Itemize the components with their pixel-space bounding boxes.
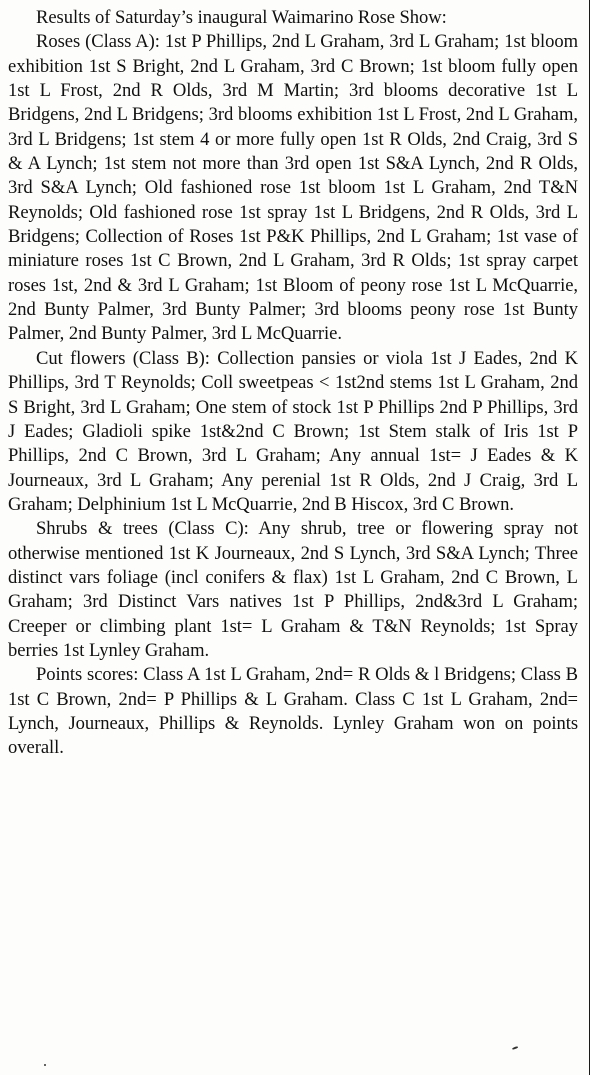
print-speck <box>44 1064 46 1066</box>
article-body <box>8 6 578 761</box>
paragraph-shrubs-trees-class-c: Shrubs & trees (Class C): Any shrub, tree or flowering spray not otherwise mentioned 1st K Journeaux, 2nd S Lynch, 3rd S&A Lynch; Three distinct vars foliage (incl conifers & flax) 1st L Graham, 2nd C Brown, L Graham; 3rd Distinct Vars natives 1st P Phillips, 2nd&3rd L Graham; Creeper or climbing plant 1st= L Graham & T&N Reynolds; 1st Spray berries 1st Lynley Graham. <box>8 518 578 661</box>
paragraph-points-scores: Points scores: Class A 1st L Graham, 2nd= R Olds & l Bridgens; Class B 1st C Brown, 2nd= P Phillips & L Graham. Class C 1st L Graham, 2nd= Lynch, Journeaux, Phillips & Reynolds. Lynley Graham won on points overall. <box>8 664 578 759</box>
paragraph-cut-flowers-class-b: Cut flowers (Class B): Collection pansies or viola 1st J Eades, 2nd K Phillips, 3rd T Reynolds; Coll sweetpeas < 1st2nd stems 1st L Graham, 2nd S Bright, 3rd L Graham; One stem of stock 1st P Phillips 2nd P Phillips, 3rd J Eades; Gladioli spike 1st&2nd C Brown; 1st Stem stalk of Iris 1st P Phillips, 2nd C Brown, 3rd L Graham; Any annual 1st= J Eades & K Journeaux, 3rd L Graham; Any perenial 1st R Olds, 2nd J Craig, 3rd L Graham; Delphinium 1st L McQuarrie, 2nd B Hiscox, 3rd C Brown. <box>8 347 578 515</box>
article-headline: Results of Saturday’s inaugural Waimarino Rose Show: <box>36 7 447 28</box>
print-speck <box>512 1046 518 1049</box>
paragraph-roses-class-a: Roses (Class A): 1st P Phillips, 2nd L Graham, 3rd L Graham; 1st bloom exhibition 1st S Bright, 2nd L Graham, 3rd C Brown; 1st bloom fully open 1st L Frost, 2nd R Olds, 3rd M Martin; 3rd blooms decorative 1st L Bridgens, 2nd L Bridgens; 3rd blooms exhibition 1st L Frost, 2nd L Graham, 3rd L Bridgens; 1st stem 4 or more fully open 1st R Olds, 2nd Craig, 3rd S & A Lynch; 1st stem not more than 3rd open 1st S&A Lynch, 2nd R Olds, 3rd S&A Lynch; Old fashioned rose 1st bloom 1st L Graham, 2nd T&N Reynolds; Old fashioned rose 1st spray 1st L Bridgens, 2nd R Olds, 3rd L Bridgens; Collection of Roses 1st P&K Phillips, 2nd L Graham; 1st vase of miniature roses 1st C Brown, 2nd L Graham, 3rd R Olds; 1st spray carpet roses 1st, 2nd & 3rd L Graham; 1st Bloom of peony rose 1st L McQuarrie, 2nd Bunty Palmer, 3rd Bunty Palmer; 3rd blooms peony rose 1st Bunty Palmer, 2nd Bunty Palmer, 3rd L McQuarrie. <box>8 31 578 345</box>
